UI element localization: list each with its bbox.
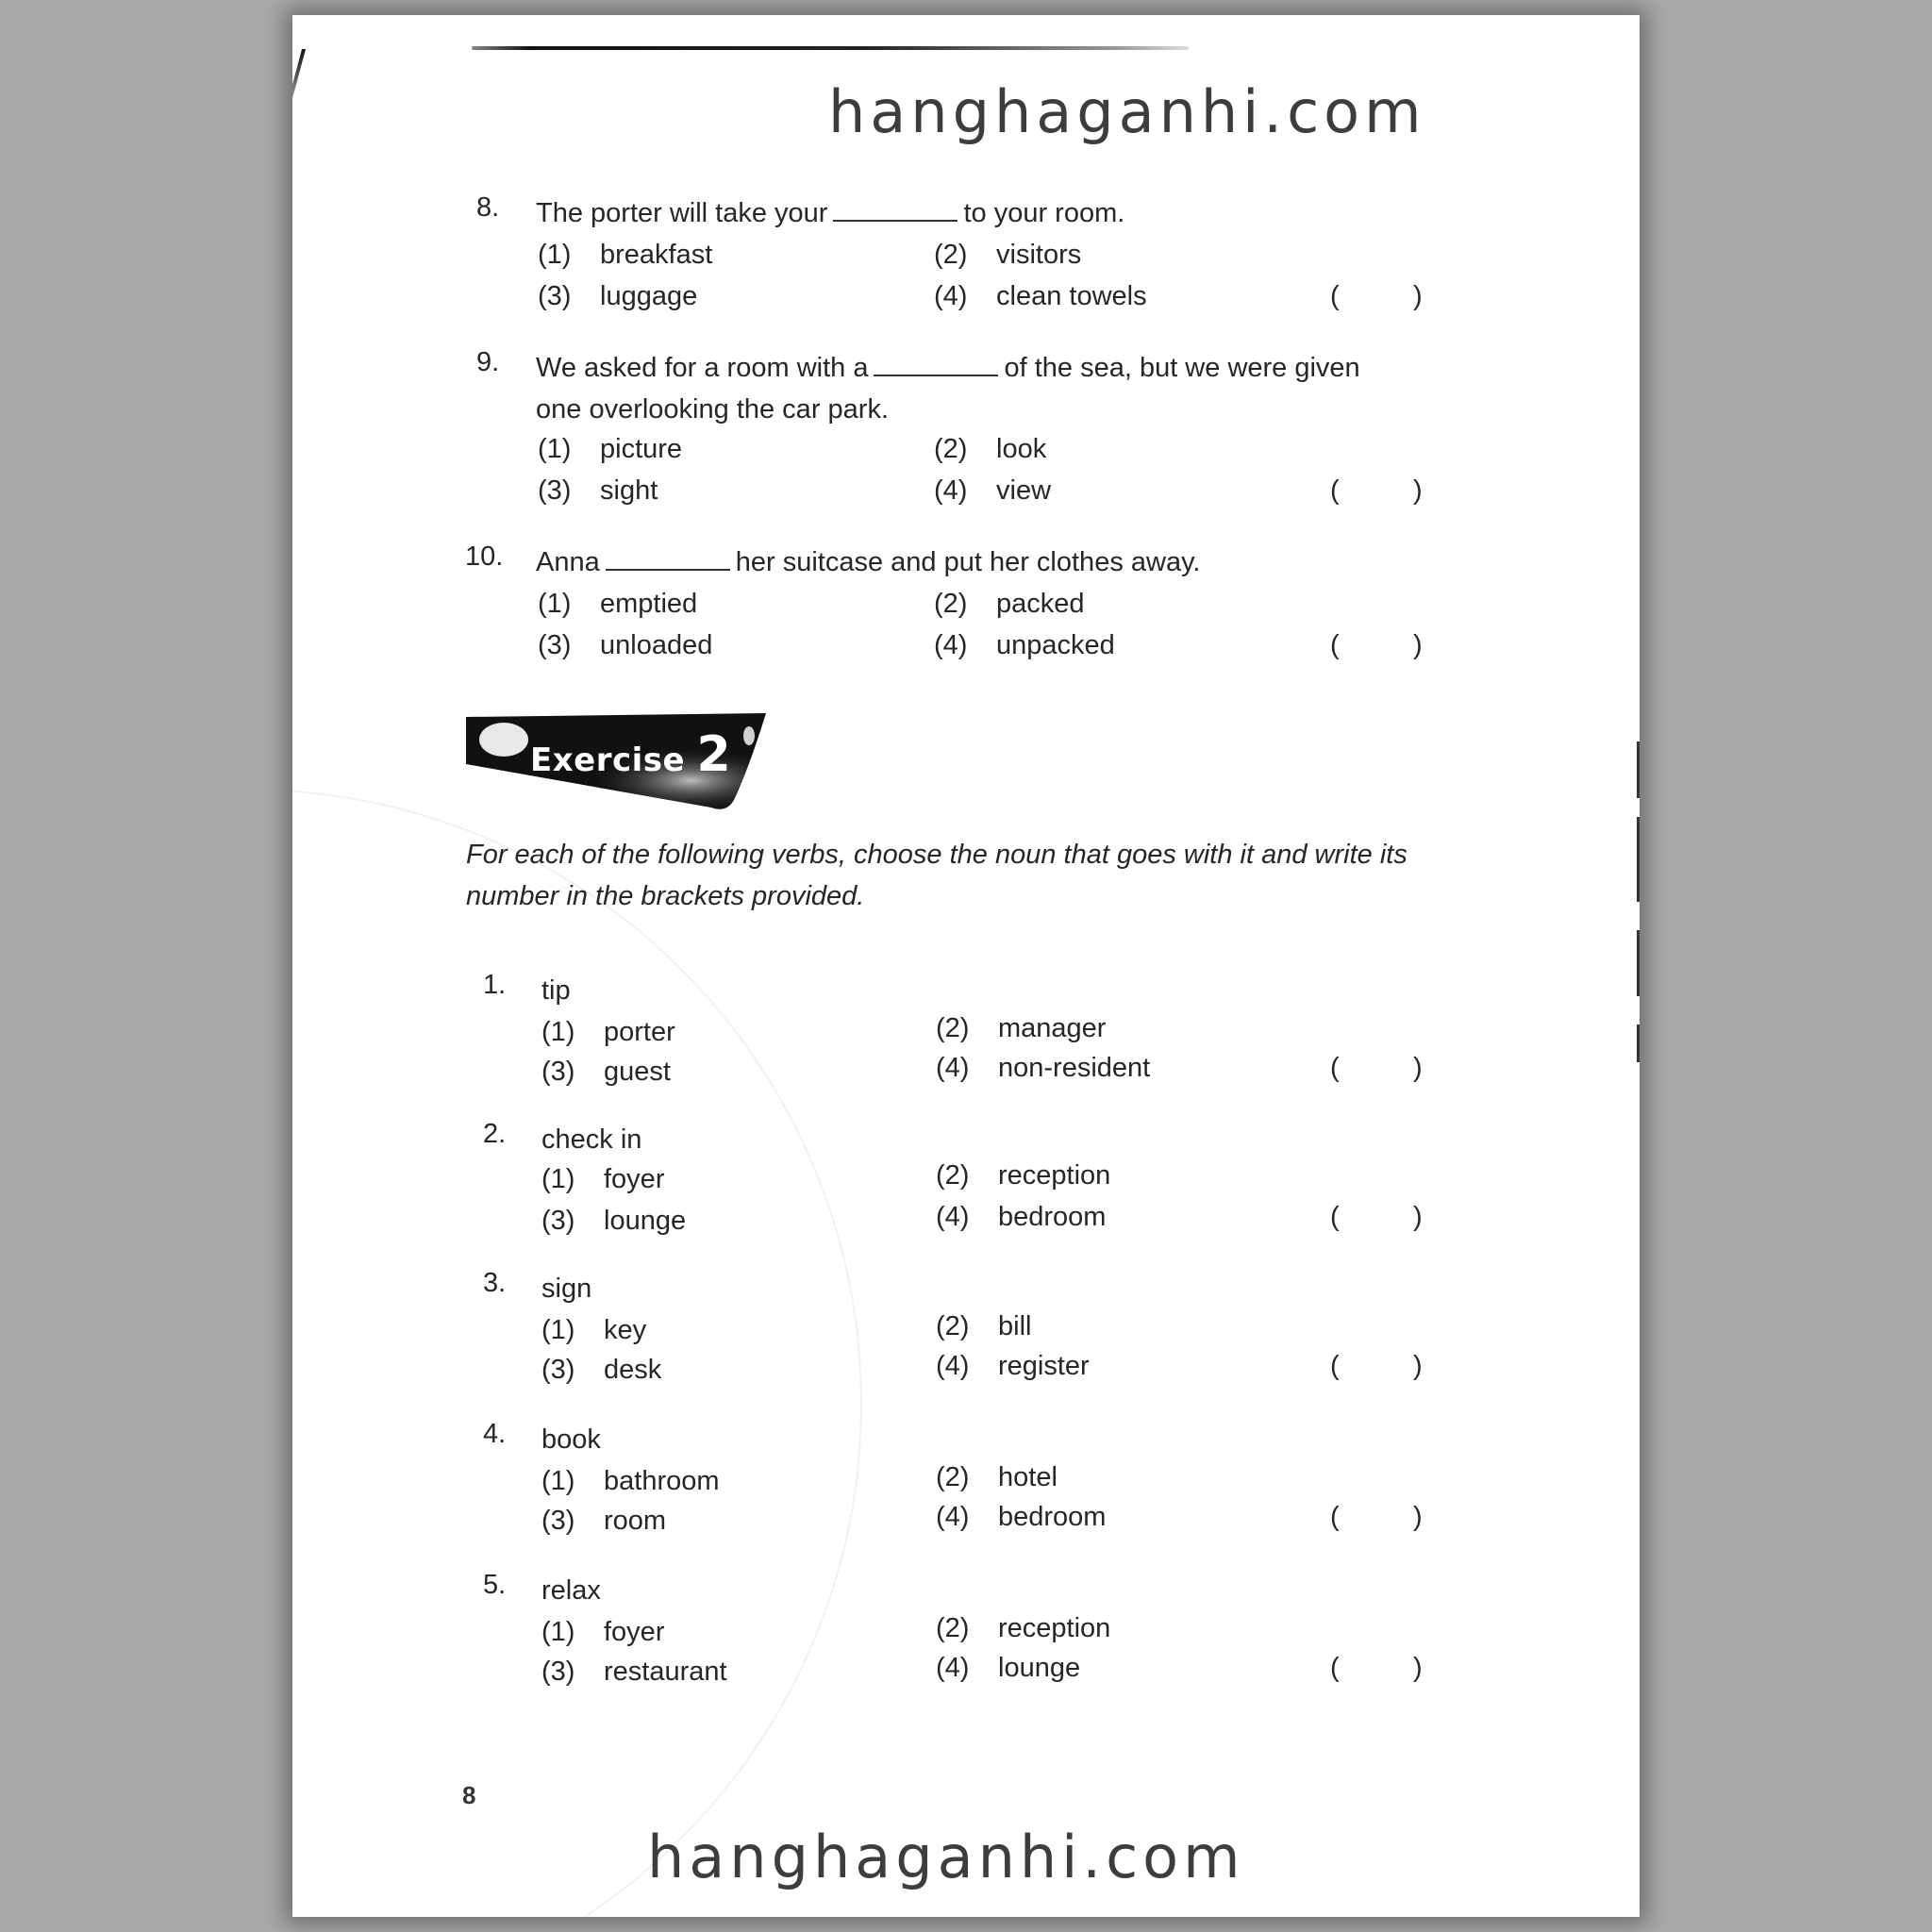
option-text: packed	[996, 589, 1085, 619]
option-number: (4)	[934, 630, 968, 660]
item-verb: tip	[541, 975, 571, 1006]
option-text: register	[998, 1351, 1090, 1381]
stem-text-before: The porter will take your	[536, 198, 828, 228]
option-text: non-resident	[998, 1053, 1151, 1083]
option-1	[541, 1164, 664, 1195]
item-number: 4.	[483, 1419, 507, 1449]
option-1	[541, 1315, 646, 1346]
option-number: (4)	[936, 1653, 970, 1683]
option-number: (1)	[538, 589, 572, 619]
option-number: (3)	[541, 1355, 575, 1385]
option-number: (3)	[541, 1506, 575, 1536]
option-text: bedroom	[998, 1202, 1107, 1232]
option-2	[934, 434, 1046, 465]
answer-bracket-close[interactable]: )	[1413, 630, 1423, 660]
answer-bracket-close[interactable]: )	[1413, 1653, 1423, 1683]
option-number: (2)	[936, 1013, 970, 1043]
option-number: (3)	[541, 1206, 575, 1236]
option-number: (1)	[538, 240, 572, 270]
exercise-instructions: For each of the following verbs, choose the noun that goes with it and write its number in the brackets provided.	[466, 840, 1407, 911]
option-2	[934, 589, 1085, 620]
option-4	[936, 1053, 1150, 1084]
badge-number: 2	[696, 726, 732, 783]
option-2	[936, 1613, 1110, 1644]
option-4	[936, 1502, 1106, 1533]
answer-bracket-open[interactable]: (	[1330, 1653, 1340, 1683]
badge-label	[530, 726, 731, 783]
option-text: bathroom	[604, 1466, 720, 1496]
option-number: (4)	[936, 1202, 970, 1232]
option-number: (3)	[541, 1057, 575, 1087]
page-curl-shadow	[292, 789, 862, 1917]
option-1	[538, 434, 682, 465]
option-3	[541, 1506, 666, 1537]
option-number: (1)	[541, 1466, 575, 1496]
option-text: lounge	[998, 1653, 1081, 1683]
stem-text-after: to your room.	[963, 198, 1125, 228]
option-number: (3)	[538, 475, 572, 506]
option-number: (4)	[936, 1351, 970, 1381]
option-text: luggage	[600, 281, 698, 311]
option-number: (1)	[538, 434, 572, 464]
item-verb: sign	[541, 1274, 592, 1304]
option-text: foyer	[604, 1164, 665, 1194]
option-2	[936, 1013, 1106, 1044]
option-3	[541, 1206, 686, 1237]
answer-bracket-open[interactable]: (	[1330, 1502, 1340, 1532]
question-stem	[536, 541, 1385, 583]
answer-bracket-open[interactable]: (	[1330, 1202, 1340, 1232]
option-3	[541, 1657, 727, 1688]
option-1	[538, 240, 712, 271]
option-2	[936, 1462, 1058, 1493]
option-text: sight	[600, 475, 658, 506]
option-number: (2)	[936, 1311, 970, 1341]
answer-blank	[833, 220, 958, 222]
option-3	[538, 281, 697, 312]
answer-bracket-open[interactable]: (	[1330, 281, 1340, 311]
header-rule	[472, 46, 1189, 50]
option-number: (2)	[936, 1160, 970, 1191]
option-4	[936, 1202, 1106, 1233]
option-1	[541, 1466, 720, 1497]
option-1	[541, 1617, 664, 1648]
option-number: (3)	[541, 1657, 575, 1687]
answer-bracket-open[interactable]: (	[1330, 630, 1340, 660]
option-text: picture	[600, 434, 683, 464]
answer-bracket-close[interactable]: )	[1413, 281, 1423, 311]
answer-bracket-close[interactable]: )	[1413, 1351, 1423, 1381]
option-text: visitors	[996, 240, 1082, 270]
item-verb: relax	[541, 1575, 601, 1606]
exercise-2-badge	[466, 711, 766, 813]
option-number: (4)	[934, 281, 968, 311]
option-number: (1)	[541, 1164, 575, 1194]
option-4	[934, 475, 1051, 507]
option-text: unloaded	[600, 630, 713, 660]
item-number: 1.	[483, 970, 507, 1000]
option-4	[934, 630, 1115, 661]
item-number: 2.	[483, 1119, 507, 1149]
stem-text-before: We asked for a room with a	[536, 353, 869, 383]
option-text: breakfast	[600, 240, 713, 270]
option-number: (1)	[541, 1617, 575, 1647]
option-number: (3)	[538, 630, 572, 660]
option-3	[538, 630, 712, 661]
answer-bracket-close[interactable]: )	[1413, 475, 1423, 506]
option-number: (4)	[936, 1053, 970, 1083]
answer-bracket-close[interactable]: )	[1413, 1053, 1423, 1083]
option-number: (4)	[934, 475, 968, 506]
question-stem	[536, 192, 1385, 234]
stem-text-after: of the sea, but we were given one overlooking the car park.	[536, 353, 1360, 425]
option-number: (1)	[541, 1017, 575, 1047]
option-text: hotel	[998, 1462, 1058, 1492]
option-2	[936, 1311, 1031, 1342]
option-number: (2)	[936, 1462, 970, 1492]
answer-bracket-close[interactable]: )	[1413, 1202, 1423, 1232]
option-text: clean towels	[996, 281, 1147, 311]
watermark-bottom: hanghaganhi.com	[647, 1823, 1245, 1891]
option-text: emptied	[600, 589, 698, 619]
answer-blank	[606, 569, 730, 571]
option-text: reception	[998, 1160, 1111, 1191]
option-number: (2)	[934, 434, 968, 464]
option-text: key	[604, 1315, 647, 1345]
option-text: bedroom	[998, 1502, 1107, 1532]
option-1	[538, 589, 697, 620]
item-number: 5.	[483, 1570, 507, 1600]
option-text: desk	[604, 1355, 662, 1385]
option-text: restaurant	[604, 1657, 727, 1687]
option-text: porter	[604, 1017, 675, 1047]
option-2	[934, 240, 1081, 271]
item-number: 3.	[483, 1268, 507, 1298]
option-number: (2)	[936, 1613, 970, 1643]
option-number: (2)	[934, 240, 968, 270]
option-text: lounge	[604, 1206, 687, 1236]
question-number: 8.	[476, 192, 500, 223]
option-number: (2)	[934, 589, 968, 619]
stem-text-before: Anna	[536, 547, 600, 577]
item-verb: book	[541, 1424, 601, 1455]
option-text: unpacked	[996, 630, 1115, 660]
option-3	[541, 1057, 671, 1088]
option-number: (4)	[936, 1502, 970, 1532]
answer-bracket-open[interactable]: (	[1330, 475, 1340, 506]
option-4	[936, 1653, 1080, 1684]
option-4	[936, 1351, 1090, 1382]
option-text: view	[996, 475, 1052, 506]
option-text: look	[996, 434, 1047, 464]
page-number: 8	[462, 1781, 476, 1809]
option-text: reception	[998, 1613, 1111, 1643]
option-1	[541, 1017, 675, 1048]
question-stem	[536, 347, 1366, 430]
scan-edge-mark	[292, 49, 306, 106]
watermark-top: hanghaganhi.com	[828, 77, 1426, 146]
option-3	[538, 475, 658, 507]
option-text: room	[604, 1506, 667, 1536]
answer-blank	[874, 375, 998, 376]
option-3	[541, 1355, 661, 1386]
answer-bracket-open[interactable]: (	[1330, 1053, 1340, 1083]
question-number: 9.	[476, 347, 500, 377]
answer-bracket-close[interactable]: )	[1413, 1502, 1423, 1532]
worksheet-page	[292, 15, 1640, 1917]
option-text: bill	[998, 1311, 1032, 1341]
answer-bracket-open[interactable]: (	[1330, 1351, 1340, 1381]
question-number: 10.	[465, 541, 504, 572]
option-number: (3)	[538, 281, 572, 311]
item-verb: check in	[541, 1124, 642, 1155]
option-number: (1)	[541, 1315, 575, 1345]
option-4	[934, 281, 1147, 312]
option-2	[936, 1160, 1110, 1191]
option-text: manager	[998, 1013, 1107, 1043]
badge-word: Exercise	[530, 741, 686, 779]
scan-edge-marks	[1636, 741, 1640, 1251]
stem-text-after: her suitcase and put her clothes away.	[735, 547, 1201, 577]
option-text: guest	[604, 1057, 671, 1087]
option-text: foyer	[604, 1617, 665, 1647]
